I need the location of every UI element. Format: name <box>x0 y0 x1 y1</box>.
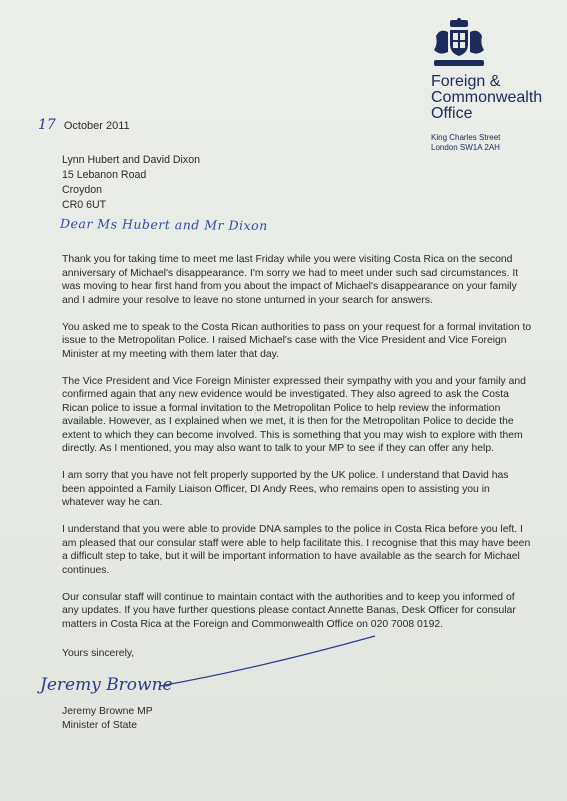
recipient-line-2: 15 Lebanon Road <box>62 169 147 181</box>
address-line-2: London SW1A 2AH <box>431 143 500 152</box>
address-line-1: King Charles Street <box>431 133 501 142</box>
recipient-address <box>62 153 200 213</box>
recipient-line-3: Croydon <box>62 184 103 196</box>
paragraph-5: I understand that you were able to provide DNA samples to the police in Costa Rica before you left. I am pleased that our consular staff were able to help facilitate this. I recognise that this may have been a difficult step to take, but it will be important information to have available as the search for Michael continues. <box>62 524 531 576</box>
closing: Yours sincerely, <box>62 648 135 659</box>
recipient-line-4: CR0 6UT <box>62 199 107 211</box>
date-month-year: October 2011 <box>63 120 130 132</box>
org-line-3: Office <box>431 105 473 122</box>
handwritten-salutation: Dear Ms Hubert and Mr Dixon <box>59 215 268 234</box>
handwritten-signature: Jeremy Browne <box>40 675 173 695</box>
letter-date <box>38 117 130 133</box>
paragraph-3: The Vice President and Vice Foreign Minister expressed their sympathy with you and your family and confirmed again that any new evidence would be investigated. They also agreed to ask the Costa Rican police to issue a formal invitation to the Metropolitan Police to help review the information available. However, as I explained when we met, it is then for the Metropolitan Police to decide the extent to which they can become involved. This is something that you may wish to explore with them directly. As I mentioned, you may also want to talk to your MP to see if they can offer any help. <box>62 375 526 454</box>
paragraph-4: I am sorry that you have not felt properly supported by the UK police. I understand that David has been appointed a Family Liaison Officer, DI Andy Rees, who remains open to assisting you in whatever way he can. <box>62 470 509 508</box>
org-line-2: Commonwealth <box>431 89 543 106</box>
paragraph-2: You asked me to speak to the Costa Rican authorities to pass on your request for a formal invitation to issue to the Metropolitan Police. I raised Michael's case with the Vice President and Vice Foreign Minister at my meeting with them later that day. <box>62 321 532 360</box>
paragraph-1: Thank you for taking time to meet me last Friday while you were visiting Costa Rica on the second anniversary of Michael's disappearance. I'm sorry we had to meet under such sad circumstances. It was moving to hear first hand from you about the impact of Michael's disappearance on your family and I admire your resolve to leave no stone unturned in your search for answers. <box>62 254 519 306</box>
sender-address <box>431 133 500 153</box>
letter-body <box>62 253 532 645</box>
recipient-line-1: Lynn Hubert and David Dixon <box>62 154 200 166</box>
organisation-name <box>431 74 542 122</box>
signatory-name: Jeremy Browne MP <box>62 706 153 717</box>
handwritten-day: 17 <box>38 117 56 133</box>
org-line-1: Foreign & <box>431 73 501 90</box>
paragraph-6: Our consular staff will continue to maintain contact with the authorities and to keep you informed of any updates. If you have further questions please contact Annette Banas, Desk Officer for consular matters in Costa Rica at the Foreign and Commonwealth Office on 020 7008 0192. <box>62 591 516 630</box>
signatory-title: Minister of State <box>62 720 138 731</box>
royal-coat-of-arms-icon <box>428 18 490 70</box>
signatory-block <box>62 705 153 733</box>
